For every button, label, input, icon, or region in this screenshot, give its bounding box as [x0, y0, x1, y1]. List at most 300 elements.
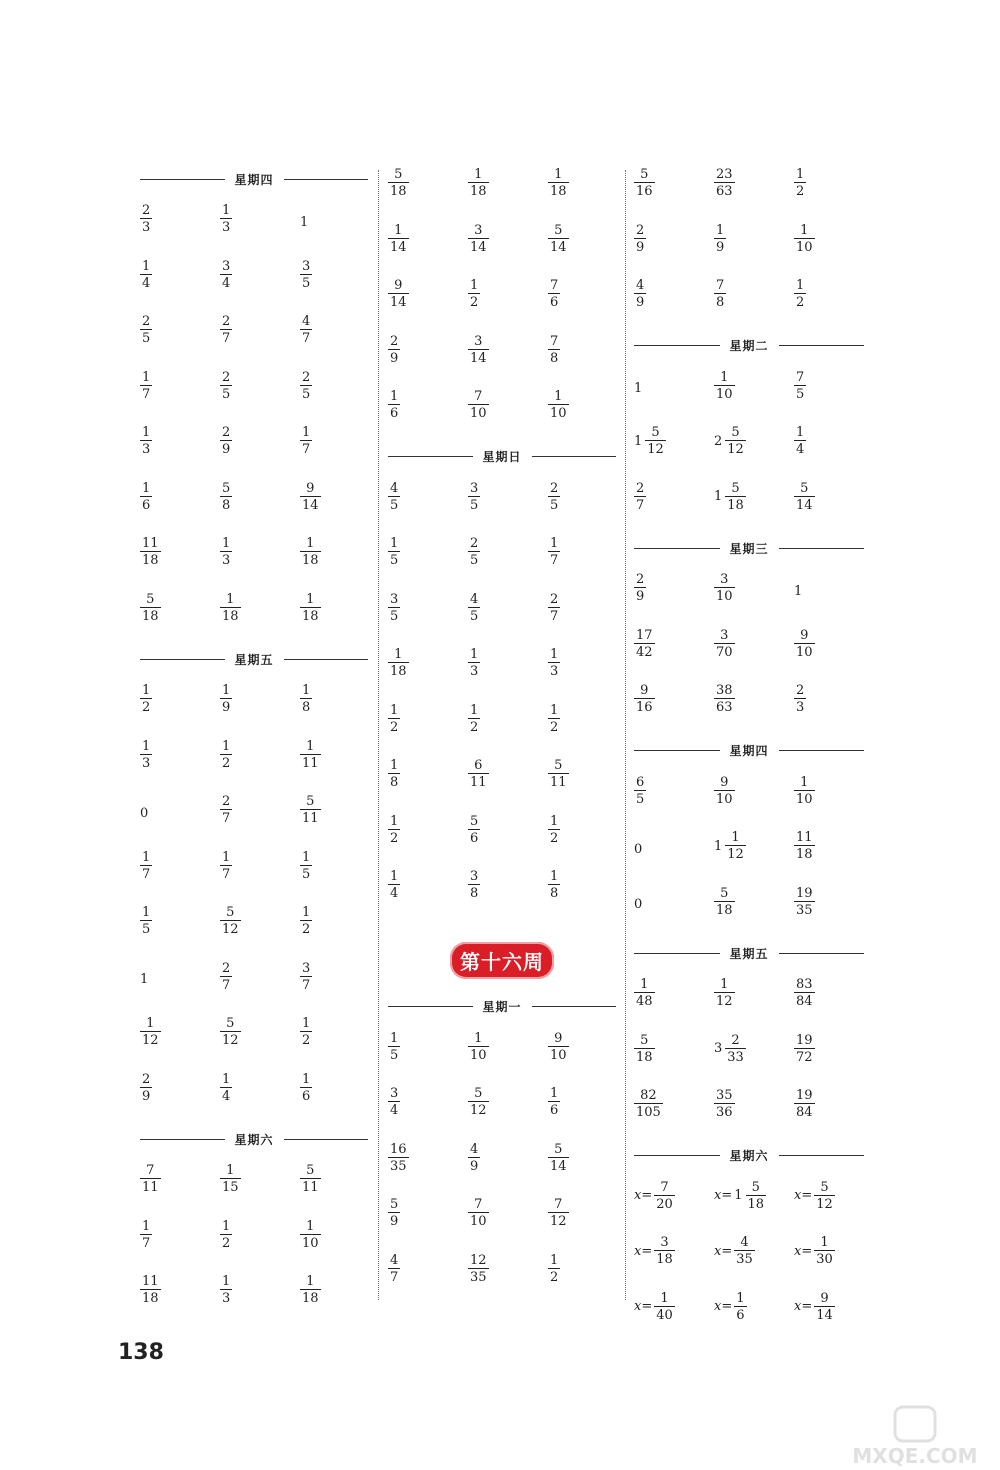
numerator: 2 [731, 1032, 740, 1048]
fraction [388, 648, 409, 678]
answer-cell [634, 978, 714, 1008]
fraction [725, 831, 746, 861]
fraction [220, 260, 232, 290]
fraction [654, 1236, 675, 1266]
fraction [468, 704, 480, 734]
answer-cell [468, 759, 548, 789]
denominator: 30 [816, 1252, 833, 1267]
denominator: 11 [142, 1180, 159, 1195]
header-rule [779, 548, 865, 549]
answer-cell [140, 1073, 220, 1103]
fraction [220, 1017, 241, 1047]
denominator: 6 [390, 406, 399, 421]
denominator: 5 [390, 497, 399, 513]
denominator: 63 [716, 184, 733, 199]
fraction [548, 168, 569, 198]
numerator: 19 [796, 1088, 813, 1103]
fraction [300, 795, 321, 825]
answer-row [388, 1254, 616, 1310]
answer-cell [388, 168, 468, 198]
denominator: 20 [656, 1196, 673, 1212]
fraction [634, 573, 646, 603]
answer-row [388, 168, 616, 224]
answer-row [634, 482, 864, 538]
answer-row [388, 335, 616, 391]
numerator: 7 [474, 389, 483, 404]
numerator: 1 [550, 1086, 559, 1101]
watermark-logo [835, 1405, 995, 1467]
fraction [220, 1073, 232, 1103]
answer-row [634, 776, 864, 832]
numerator: 1 [470, 647, 479, 662]
denominator: 7 [550, 553, 559, 568]
fraction [734, 1236, 755, 1266]
denominator: 5 [636, 791, 645, 807]
answer-cell [468, 1143, 548, 1173]
numerator: 3 [390, 591, 399, 607]
fraction [654, 1181, 675, 1211]
answer-row [634, 279, 864, 335]
numerator: 1 [222, 1274, 231, 1289]
denominator: 8 [550, 886, 559, 901]
denominator: 5 [550, 497, 559, 513]
fraction [468, 870, 480, 900]
numerator: 4 [470, 1141, 479, 1157]
numerator: 1 [306, 1218, 315, 1234]
header-rule [634, 953, 720, 954]
fraction [220, 684, 232, 714]
answer-cell [548, 390, 616, 420]
answer-cell [220, 204, 300, 234]
denominator: 14 [470, 239, 487, 255]
answer-cell [220, 1220, 300, 1250]
numerator: 2 [222, 425, 231, 440]
fraction [634, 168, 655, 198]
answer-cell [300, 204, 368, 240]
answer-cell [300, 1220, 368, 1250]
fraction [220, 204, 232, 234]
answer-cell [220, 537, 300, 567]
numerator: 4 [740, 1235, 749, 1250]
answer-cell [220, 260, 300, 290]
denominator: 5 [390, 553, 399, 568]
answer-cell [140, 204, 220, 234]
answer-cell [220, 962, 300, 992]
fraction [634, 776, 646, 806]
denominator: 18 [636, 1049, 653, 1065]
answer-cell [140, 795, 220, 831]
answer-cell [220, 684, 300, 714]
variable-equals: x= [634, 1243, 653, 1259]
fraction [548, 1254, 560, 1284]
answer-row [634, 1236, 864, 1292]
numerator: 4 [470, 591, 479, 607]
denominator: 5 [222, 386, 231, 402]
answer-row [634, 168, 864, 224]
numerator: 1 [800, 222, 809, 238]
fraction [548, 704, 560, 734]
header-rule [140, 179, 225, 180]
fraction [220, 1220, 232, 1250]
fraction [220, 537, 232, 567]
fraction [468, 482, 480, 512]
answer-row [388, 870, 616, 926]
denominator: 16 [636, 184, 653, 199]
answer-cell [714, 573, 794, 603]
header-rule [284, 659, 369, 660]
fraction [140, 1073, 152, 1103]
numerator: 5 [226, 1016, 235, 1031]
denominator: 40 [656, 1307, 673, 1323]
denominator: 10 [550, 1047, 567, 1063]
answer-cell [548, 1143, 616, 1173]
answer-row [140, 260, 368, 316]
denominator: 6 [550, 295, 559, 310]
fraction [548, 593, 560, 623]
fraction [220, 795, 232, 825]
numerator: 1 [470, 702, 479, 718]
answer-cell [634, 1089, 714, 1119]
numerator: 3 [720, 572, 729, 587]
answer-cell [634, 831, 714, 867]
day-header [634, 335, 864, 357]
answer-row [140, 593, 368, 649]
answer-cell [300, 593, 368, 623]
denominator: 6 [302, 1088, 311, 1104]
answer-cell [220, 851, 300, 881]
day-header-title: 星期一 [482, 1000, 522, 1014]
answer-cell [794, 629, 864, 659]
denominator: 10 [716, 589, 733, 604]
denominator: 18 [390, 664, 407, 679]
numerator: 3 [474, 222, 483, 238]
answer-cell [220, 1275, 300, 1305]
answer-cell [140, 1275, 220, 1305]
numerator: 7 [146, 1163, 155, 1178]
numerator: 5 [554, 1141, 563, 1157]
header-rule [634, 345, 720, 346]
fraction [645, 426, 666, 456]
numerator: 11 [796, 830, 813, 845]
fraction [794, 887, 815, 917]
fraction [725, 426, 746, 456]
fraction [220, 593, 241, 623]
numerator: 7 [660, 1179, 669, 1195]
header-rule [532, 456, 617, 457]
numerator: 1 [731, 830, 740, 845]
page-number: 138 [118, 1340, 164, 1365]
answer-cell [300, 851, 368, 881]
answer-cell [548, 335, 616, 365]
numerator: 5 [306, 794, 315, 809]
fraction [794, 1034, 815, 1064]
numerator: 2 [636, 480, 645, 496]
numerator: 1 [720, 977, 729, 992]
answer-row [388, 648, 616, 704]
answer-cell [388, 537, 468, 567]
fraction [634, 684, 655, 714]
variable-equals: x= [634, 1299, 653, 1314]
day-header-title: 星期六 [729, 1149, 769, 1163]
fraction [654, 1292, 675, 1322]
numerator: 1 [390, 389, 399, 404]
day-header [140, 1128, 368, 1150]
answer-row [388, 1143, 616, 1199]
mixed-number-whole: 1 [634, 433, 643, 449]
numerator: 5 [820, 1179, 829, 1195]
numerator: 5 [751, 1179, 760, 1195]
answer-row [388, 390, 616, 446]
denominator: 7 [390, 1269, 399, 1285]
answer-cell [634, 1236, 714, 1266]
header-rule [634, 1155, 720, 1156]
fraction [794, 279, 806, 309]
answer-cell [140, 1017, 220, 1047]
fraction [300, 1220, 321, 1250]
fraction [714, 279, 726, 309]
denominator: 5 [142, 331, 151, 346]
numerator: 1 [226, 1163, 235, 1178]
answer-cell [634, 629, 714, 659]
numerator: 1 [306, 1274, 315, 1289]
denominator: 2 [142, 700, 151, 715]
denominator: 7 [222, 331, 231, 346]
denominator: 18 [302, 608, 319, 624]
answer-cell [634, 684, 714, 714]
fraction [220, 906, 241, 936]
answer-row [634, 978, 864, 1034]
answer-row [634, 371, 864, 427]
day-header-title: 星期五 [234, 652, 274, 667]
header-rule [634, 750, 720, 751]
denominator: 2 [796, 184, 805, 199]
numerator: 1 [142, 683, 151, 698]
numerator: 4 [302, 314, 311, 329]
answer-cell [468, 1087, 548, 1117]
mixed-number-whole: 3 [714, 1041, 723, 1056]
numerator: 5 [226, 905, 235, 920]
answer-cell [388, 482, 468, 512]
fraction [220, 962, 232, 992]
fraction [794, 482, 815, 512]
header-rule [779, 750, 865, 751]
denominator: 84 [796, 994, 813, 1009]
denominator: 12 [470, 1103, 487, 1118]
fraction [468, 390, 489, 420]
denominator: 7 [550, 608, 559, 624]
fraction [388, 593, 400, 623]
answer-cell [388, 759, 468, 789]
denominator: 3 [470, 664, 479, 679]
answer-cell [468, 390, 548, 420]
denominator: 12 [647, 442, 664, 457]
denominator: 6 [550, 1103, 559, 1118]
denominator: 5 [796, 386, 805, 402]
numerator: 1 [716, 222, 725, 238]
fraction [388, 1143, 409, 1173]
header-rule [779, 953, 865, 954]
denominator: 72 [796, 1049, 813, 1065]
fraction [794, 684, 806, 714]
numerator: 1 [306, 738, 315, 754]
numerator: 1 [796, 278, 805, 293]
denominator: 14 [470, 350, 487, 366]
denominator: 18 [727, 497, 744, 513]
answer-cell [300, 482, 368, 512]
answer-cell [634, 168, 714, 198]
fraction [468, 1198, 489, 1228]
fraction [300, 684, 312, 714]
integer-answer: 1 [300, 214, 309, 230]
denominator: 5 [390, 1047, 399, 1063]
denominator: 48 [636, 994, 653, 1009]
numerator: 1 [550, 813, 559, 829]
numerator: 12 [470, 1252, 487, 1268]
denominator: 5 [142, 922, 151, 937]
answer-cell [388, 1254, 468, 1284]
answer-cell [794, 1292, 864, 1322]
answer-cell [220, 1164, 300, 1194]
denominator: 18 [302, 1291, 319, 1306]
answer-cell [634, 1292, 714, 1322]
fraction [388, 704, 400, 734]
numerator: 3 [222, 258, 231, 274]
header-rule [634, 548, 720, 549]
answer-cell [220, 593, 300, 623]
answer-row [140, 962, 368, 1018]
answer-row [140, 1073, 368, 1129]
answer-cell [140, 684, 220, 714]
answer-cell [388, 224, 468, 254]
denominator: 5 [302, 275, 311, 291]
variable-equals: x= [634, 1188, 653, 1203]
fraction [634, 279, 646, 309]
fraction [548, 1032, 569, 1062]
numerator: 1 [142, 905, 151, 920]
variable-equals: x= [794, 1188, 813, 1203]
denominator: 12 [142, 1033, 159, 1048]
answer-row [634, 1034, 864, 1090]
denominator: 12 [550, 1214, 567, 1229]
fraction [634, 224, 646, 254]
fraction [714, 776, 735, 806]
denominator: 18 [390, 184, 407, 199]
fraction [714, 1089, 735, 1119]
answer-cell [794, 1034, 864, 1064]
numerator: 9 [306, 480, 315, 496]
numerator: 2 [470, 536, 479, 551]
numerator: 5 [640, 167, 649, 182]
denominator: 7 [222, 977, 231, 993]
day-header [388, 446, 616, 468]
numerator: 3 [720, 627, 729, 643]
answer-cell [714, 1292, 794, 1322]
answer-cell [714, 1034, 794, 1064]
answer-cell [548, 704, 616, 734]
answer-row [634, 573, 864, 629]
numerator: 1 [306, 591, 315, 607]
numerator: 2 [390, 333, 399, 349]
numerator: 1 [390, 869, 399, 884]
denominator: 2 [550, 830, 559, 846]
answer-row [634, 1292, 864, 1348]
answer-row [388, 704, 616, 760]
answer-row [388, 1087, 616, 1143]
denominator: 11 [302, 755, 319, 771]
answer-row [388, 759, 616, 815]
answer-cell [548, 537, 616, 567]
answer-cell [140, 482, 220, 512]
denominator: 2 [470, 719, 479, 735]
numerator: 1 [142, 369, 151, 385]
answer-row [634, 1181, 864, 1237]
week-banner [388, 926, 616, 996]
header-rule [779, 1155, 865, 1156]
answer-cell [388, 1032, 468, 1062]
numerator: 7 [796, 369, 805, 385]
answer-cell [140, 593, 220, 623]
numerator: 3 [302, 258, 311, 274]
integer-answer: 1 [794, 583, 803, 599]
numerator: 5 [731, 480, 740, 496]
numerator: 2 [636, 222, 645, 238]
fraction [388, 815, 400, 845]
numerator: 38 [716, 683, 733, 698]
answer-cell [634, 1181, 714, 1211]
fraction [140, 906, 152, 936]
numerator: 4 [390, 480, 399, 496]
fraction [548, 482, 560, 512]
fraction [794, 1089, 815, 1119]
answer-row [140, 1275, 368, 1331]
answer-cell [634, 776, 714, 806]
denominator: 11 [470, 775, 487, 790]
answer-cell [634, 482, 714, 512]
answer-cell [714, 1236, 794, 1266]
fraction [300, 1164, 321, 1194]
fraction [714, 371, 735, 401]
answer-cell [140, 315, 220, 345]
answer-cell [220, 426, 300, 456]
denominator: 18 [470, 184, 487, 199]
answer-cell [794, 1089, 864, 1119]
answer-row [388, 593, 616, 649]
numerator: 1 [820, 1235, 829, 1250]
answer-cell [220, 1073, 300, 1103]
numerator: 16 [390, 1141, 407, 1157]
answer-row [140, 371, 368, 427]
variable-equals: x= [714, 1188, 733, 1203]
numerator: 5 [720, 885, 729, 901]
fraction [468, 759, 489, 789]
numerator: 5 [394, 167, 403, 182]
denominator: 10 [470, 406, 487, 421]
fraction [300, 962, 312, 992]
answer-cell [300, 1164, 368, 1194]
denominator: 10 [550, 406, 567, 421]
numerator: 5 [554, 758, 563, 773]
mixed-number-whole: 1 [714, 489, 723, 504]
denominator: 3 [222, 220, 231, 235]
fraction [220, 482, 232, 512]
numerator: 5 [146, 591, 155, 607]
numerator: 1 [222, 1071, 231, 1087]
day-header [634, 740, 864, 762]
answer-cell [220, 906, 300, 936]
denominator: 4 [796, 442, 805, 457]
answer-cell [300, 962, 368, 992]
denominator: 7 [222, 811, 231, 826]
